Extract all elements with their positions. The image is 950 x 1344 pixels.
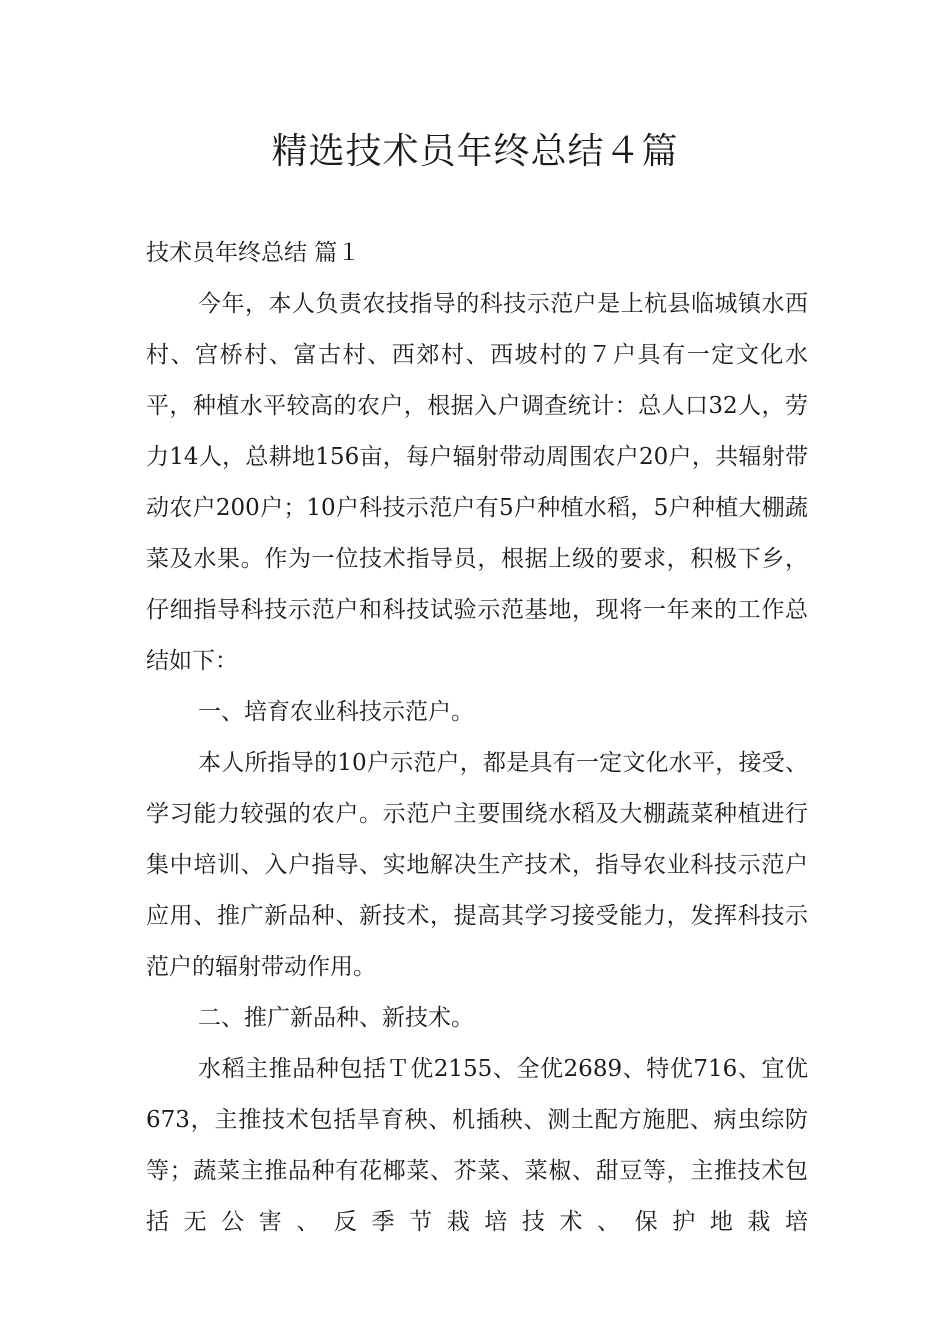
paragraph-intro: 今年，本人负责农技指导的科技示范户是上杭县临城镇水西村、宫桥村、富古村、西郊村、西坡村的７户具有一定文化水平，种植水平较高的农户，根据入户调查统计：总人口32人，劳力14人，总耕地156亩，每户辐射带动周围农户20户，共辐射带动农户200户；10户科技示范户有5户种植水稻，5户种植大棚蔬菜及水果。作为一位技术指导员，根据上级的要求，积极下乡，仔细指导科技示范户和科技试验示范基地，现将一年来的工作总结如下：	[146, 291, 808, 674]
paragraph-varieties-techniques: 水稻主推品种包括Ｔ优2155、全优2689、特优716、宜优673，主推技术包括旱育秧、机插秧、测土配方施肥、病虫综防等；蔬菜主推品种有花椰菜、芥菜、菜椒、甜豆等，主推技术包括无公害、反季节栽培技术、保护地栽培	[146, 1056, 808, 1235]
section-heading: 技术员年终总结 篇１	[146, 240, 361, 266]
paragraph-heading-1: 一、培育农业科技示范户。	[198, 699, 474, 725]
paragraph-demonstration-households: 本人所指导的10户示范户，都是具有一定文化水平，接受、学习能力较强的农户。示范户主要围绕水稻及大棚蔬菜种植进行集中培训、入户指导、实地解决生产技术，指导农业科技示范户应用、推广新品种、新技术，提高其学习接受能力，发挥科技示范户的辐射带动作用。	[146, 750, 808, 980]
document-title: 精选技术员年终总结４篇	[271, 131, 679, 172]
document-body	[146, 228, 808, 1248]
paragraph-heading-2: 二、推广新品种、新技术。	[198, 1005, 474, 1031]
